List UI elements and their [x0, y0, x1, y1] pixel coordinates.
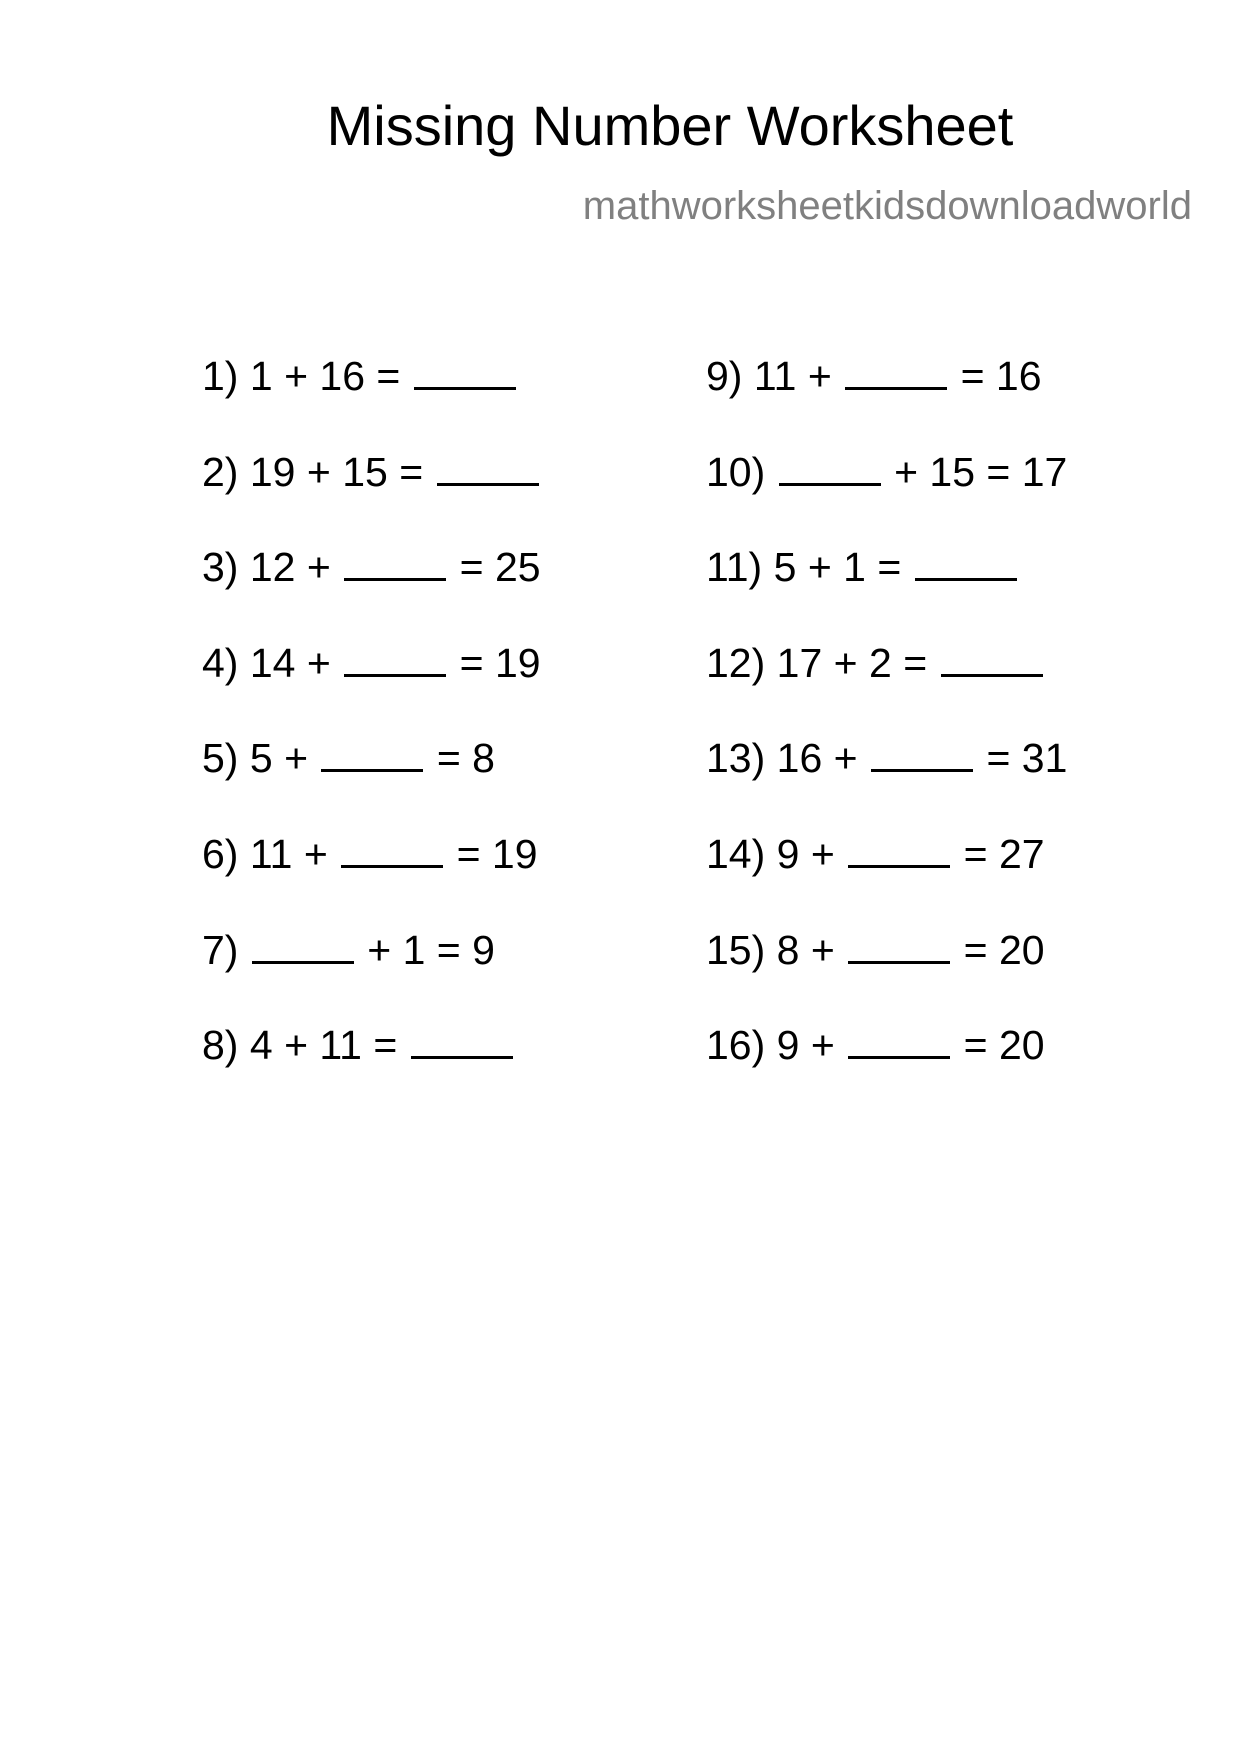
problem-result: = 19: [456, 830, 538, 877]
problem-number: 9): [706, 353, 743, 399]
answer-blank[interactable]: [411, 1026, 513, 1059]
problem-6: [202, 830, 541, 930]
problem-16: [706, 1022, 1067, 1121]
problem-result: + 15 = 17: [894, 448, 1068, 495]
problem-expression: 12 +: [249, 544, 331, 591]
problem-expression: 9 +: [776, 830, 835, 877]
answer-blank[interactable]: [779, 453, 881, 486]
problem-column-left: [202, 353, 541, 1121]
problem-number: 5): [202, 735, 239, 782]
problem-2: [202, 448, 541, 548]
problem-5: [202, 735, 541, 834]
problem-13: [706, 735, 1068, 834]
problem-expression: 5 + 1 =: [773, 544, 902, 591]
problem-number: 11): [706, 544, 763, 591]
problem-7: [202, 926, 541, 1026]
problem-15: [706, 926, 1067, 1026]
watermark-subtitle: mathworksheetkidsdownloadworld: [582, 184, 1192, 228]
problem-1: [202, 353, 541, 452]
problem-11: [706, 544, 1067, 643]
problem-number: 12): [706, 639, 766, 686]
answer-blank[interactable]: [344, 548, 446, 581]
problem-expression: 19 + 15 =: [249, 448, 424, 495]
problem-number: 15): [706, 926, 766, 973]
problem-9: [706, 353, 1067, 452]
answer-blank[interactable]: [414, 357, 516, 390]
problem-expression: 17 + 2 =: [776, 639, 928, 686]
problem-expression: 9 +: [776, 1022, 835, 1069]
problem-result: = 19: [459, 639, 541, 686]
problem-number: 6): [202, 830, 239, 877]
answer-blank[interactable]: [321, 739, 423, 772]
problem-expression: 1 + 16 =: [249, 353, 401, 399]
problem-number: 8): [202, 1022, 239, 1069]
answer-blank[interactable]: [848, 835, 950, 868]
answer-blank[interactable]: [437, 453, 539, 486]
answer-blank[interactable]: [344, 644, 446, 677]
problem-10: [706, 448, 1068, 548]
problem-result: = 25: [459, 544, 541, 591]
problem-number: 13): [706, 735, 766, 782]
problem-expression: 11 +: [249, 830, 328, 877]
problem-expression: 11 +: [753, 353, 832, 399]
problem-3: [202, 544, 541, 643]
problem-12: [706, 639, 1067, 739]
problem-result: + 1 = 9: [367, 926, 495, 973]
problem-number: 7): [202, 926, 239, 973]
problem-column-right: [706, 353, 1068, 1121]
problem-expression: 8 +: [776, 926, 835, 973]
problem-result: = 8: [436, 735, 495, 782]
problem-result: = 20: [963, 1022, 1045, 1069]
problem-8: [202, 1022, 541, 1121]
problem-result: = 16: [960, 353, 1042, 399]
problem-result: = 20: [963, 926, 1045, 973]
problem-expression: 14 +: [249, 639, 331, 686]
page-title: Missing Number Worksheet: [326, 94, 1014, 157]
problem-number: 2): [202, 448, 239, 495]
problem-expression: 4 + 11 =: [249, 1022, 398, 1069]
problem-4: [202, 639, 541, 739]
answer-blank[interactable]: [252, 931, 354, 964]
problem-number: 14): [706, 830, 766, 877]
answer-blank[interactable]: [848, 1026, 950, 1059]
answer-blank[interactable]: [845, 357, 947, 390]
problem-expression: 5 +: [249, 735, 309, 782]
problem-result: = 27: [963, 830, 1045, 877]
problem-number: 4): [202, 639, 239, 686]
answer-blank[interactable]: [341, 835, 443, 868]
problem-number: 3): [202, 544, 239, 591]
problem-expression: 16 +: [776, 735, 858, 782]
problem-number: 10): [706, 448, 766, 495]
answer-blank[interactable]: [915, 548, 1017, 581]
problem-result: = 31: [986, 735, 1068, 782]
answer-blank[interactable]: [871, 739, 973, 772]
problem-number: 1): [202, 353, 239, 399]
answer-blank[interactable]: [848, 931, 950, 964]
answer-blank[interactable]: [941, 644, 1043, 677]
problem-14: [706, 830, 1067, 930]
problem-number: 16): [706, 1022, 766, 1069]
